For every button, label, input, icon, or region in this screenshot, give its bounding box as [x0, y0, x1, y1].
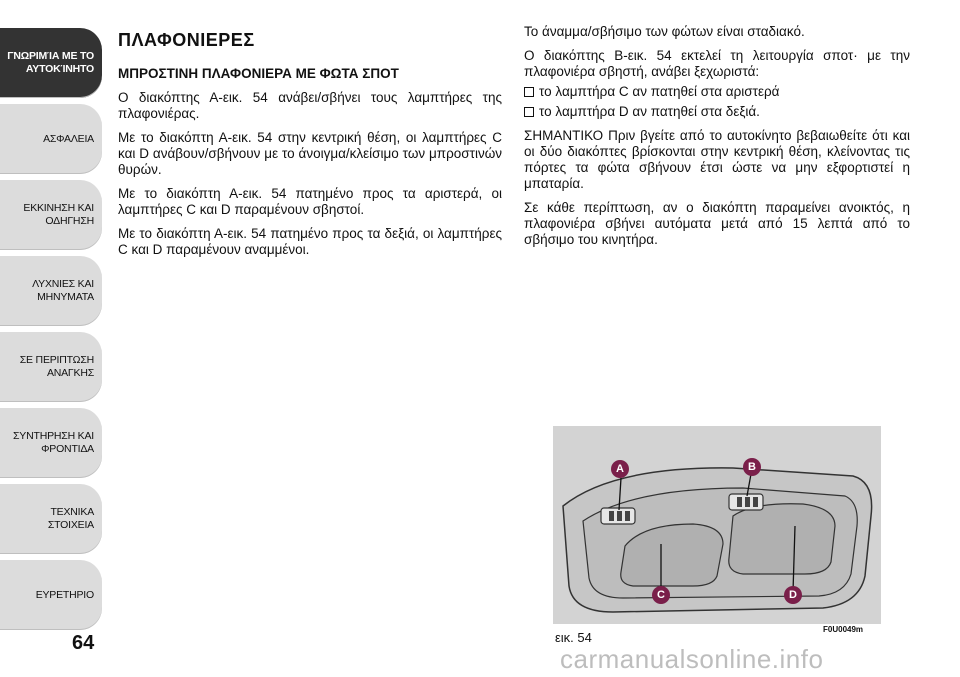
- list-item: [524, 84, 910, 100]
- paragraph: ΣΗΜΑΝΤΙΚΟ Πριν βγείτε από το αυτοκίνητο βεβαιωθείτε ότι και οι δύο διακόπτες βρίσκονται στην κεντρική θέση, κλείνοντας τις πόρτες τα φώτα σβήνουν έτσι ώστε να μην εξφορτιστεί η μπαταρία.: [524, 128, 910, 191]
- callout-c: C: [652, 586, 670, 604]
- callout-d: D: [784, 586, 802, 604]
- dome-light-illustration: [553, 426, 881, 624]
- paragraph: Ο διακόπτης Α-εικ. 54 ανάβει/σβήνει τους λαμπτήρες της πλαφονιέρας.: [118, 90, 502, 121]
- list-item: [524, 104, 910, 120]
- tab-safety[interactable]: ΑΣΦΑΛΕΙΑ: [0, 104, 102, 174]
- left-column: [118, 24, 502, 266]
- figure-code: F0U0049m: [823, 625, 864, 634]
- checkbox-bullet-icon: [524, 107, 534, 117]
- figure-caption: εικ. 54: [555, 630, 592, 645]
- right-column: [524, 24, 910, 256]
- page-title: ΠΛΑΦΟΝΙΕΡΕΣ: [118, 30, 255, 50]
- checkbox-bullet-icon: [524, 87, 534, 97]
- tab-maintenance[interactable]: ΣΥΝΤΗΡΗΣΗ ΚΑΙ ΦΡΟΝΤΙΔΑ: [0, 408, 102, 478]
- watermark: carmanualsonline.info: [560, 644, 824, 674]
- tab-lights-messages[interactable]: ΛΥΧΝΙΕΣ ΚΑΙ ΜΗΝΥΜΑΤΑ: [0, 256, 102, 326]
- callout-b: B: [743, 458, 761, 476]
- tab-technical-data[interactable]: ΤΕΧΝΙΚΑ ΣΤΟΙΧΕΙΑ: [0, 484, 102, 554]
- list-item-text: το λαμπτήρα D αν πατηθεί στα δεξιά.: [539, 104, 760, 119]
- paragraph: Με το διακόπτη Α-εικ. 54 πατημένο προς τα αριστερά, οι λαμπτήρες C και D παραμένουν σβηστοί.: [118, 186, 502, 217]
- paragraph: Ο διακόπτης Β-εικ. 54 εκτελεί τη λειτουργία σποτ· με την πλαφονιέρα σβηστή, ανάβει ξεχωριστά:: [524, 48, 910, 79]
- callout-a: A: [611, 460, 629, 478]
- tab-starting-driving[interactable]: ΕΚΚΙΝΗΣΗ ΚΑΙ ΟΔΗΓΗΣΗ: [0, 180, 102, 250]
- list-item-text: το λαμπτήρα C αν πατηθεί στα αριστερά: [539, 84, 780, 99]
- paragraph: Με το διακόπτη Α-εικ. 54 στην κεντρική θέση, οι λαμπτήρες C και D ανάβουν/σβήνουν με το άνοιγμα/κλείσιμο των μπροστινών θυρών.: [118, 130, 502, 177]
- tab-emergency[interactable]: ΣΕ ΠΕΡΙΠΤΩΣΗ ΑΝΑΓΚΗΣ: [0, 332, 102, 402]
- paragraph: Σε κάθε περίπτωση, αν ο διακόπτη παραμείνει ανοικτός, η πλαφονιέρα σβήνει αυτόματα μετά από 15 λεπτά από το σβήσιμο του κινητήρα.: [524, 200, 910, 247]
- tab-getting-to-know[interactable]: ΓΝΩΡΙΜΊΑ ΜΕ ΤΟ ΑΥΤΟΚΊΝΗΤΟ: [0, 28, 102, 98]
- dome-light-drawing: [553, 426, 881, 624]
- paragraph: Το άναμμα/σβήσιμο των φώτων είναι σταδιακό.: [524, 24, 805, 39]
- section-subtitle: ΜΠΡΟΣΤΙΝΗ ΠΛΑΦΟΝΙΕΡΑ ΜΕ ΦΩΤΑ ΣΠΟΤ: [118, 66, 399, 81]
- paragraph: Με το διακόπτη Α-εικ. 54 πατημένο προς τα δεξιά, οι λαμπτήρες C και D παραμένουν αναμμένοι.: [118, 226, 502, 257]
- tab-index[interactable]: ΕΥΡΕΤΗΡΙΟ: [0, 560, 102, 630]
- page-number: 64: [72, 632, 95, 654]
